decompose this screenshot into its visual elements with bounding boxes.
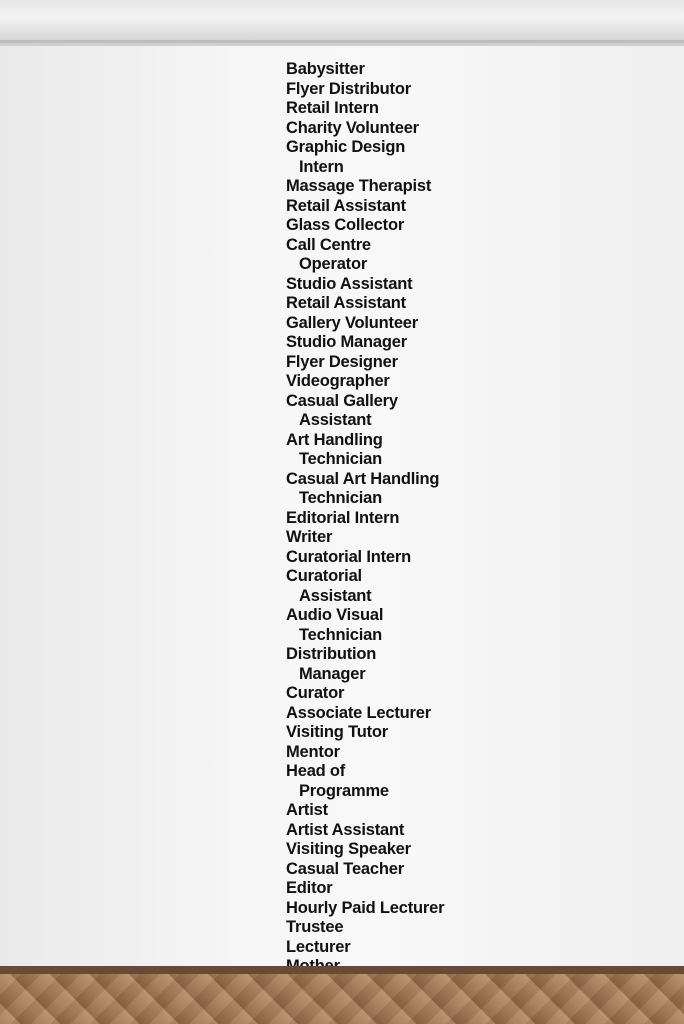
job-title-item <box>286 314 444 334</box>
job-title-text: Studio Assistant <box>286 274 413 293</box>
job-title-text: Casual Art Handling <box>286 469 440 488</box>
job-title-text: Mentor <box>286 742 340 761</box>
job-title-continuation: Technician <box>299 489 382 507</box>
job-title-item <box>286 528 444 548</box>
job-title-text: Curatorial <box>286 567 362 585</box>
job-title-continuation: Assistant <box>299 411 372 429</box>
job-title-item <box>286 938 444 958</box>
job-title-text: Editor <box>286 879 333 897</box>
job-title-text: Retail Assistant <box>286 294 406 312</box>
job-title-text: Lecturer <box>286 937 351 956</box>
job-title-item <box>286 860 444 880</box>
job-title-text: Hourly Paid Lecturer <box>286 898 445 917</box>
job-title-continuation: Intern <box>299 157 344 176</box>
job-title-item <box>286 431 444 470</box>
job-title-text: Retail Assistant <box>286 196 406 215</box>
job-title-continuation: Technician <box>299 450 382 468</box>
job-title-item <box>286 879 444 899</box>
job-title-continuation: Manager <box>299 664 366 683</box>
job-title-item <box>286 548 444 568</box>
job-title-text: Artist <box>286 801 328 819</box>
job-title-item <box>286 509 444 529</box>
job-title-text: Art Handling <box>286 430 383 449</box>
job-title-continuation: Programme <box>299 781 389 800</box>
job-title-text: Curator <box>286 684 345 702</box>
job-title-item <box>286 372 444 392</box>
job-title-text: Glass Collector <box>286 216 405 234</box>
parquet-floor-pattern <box>0 974 684 1024</box>
job-title-text: Casual Teacher <box>286 859 404 878</box>
job-title-text: Massage Therapist <box>286 177 432 195</box>
job-title-item <box>286 216 444 236</box>
job-title-item <box>286 119 444 139</box>
job-title-continuation: Technician <box>299 625 382 644</box>
job-title-text: Visiting Tutor <box>286 723 389 741</box>
job-title-text: Studio Manager <box>286 333 407 351</box>
job-title-text: Videographer <box>286 372 390 390</box>
job-title-item <box>286 918 444 938</box>
ceiling-edge <box>0 40 684 43</box>
job-title-item <box>286 606 444 645</box>
job-title-item <box>286 567 444 606</box>
job-title-item <box>286 723 444 743</box>
job-title-item <box>286 60 444 80</box>
job-title-item <box>286 275 444 295</box>
job-title-text: Retail Intern <box>286 99 379 117</box>
job-title-text: Audio Visual <box>286 606 384 624</box>
job-title-item <box>286 138 444 177</box>
job-title-text: Writer <box>286 528 333 546</box>
job-title-item <box>286 80 444 100</box>
job-title-item <box>286 840 444 860</box>
job-title-text: Artist Assistant <box>286 820 405 839</box>
job-title-item <box>286 704 444 724</box>
job-title-text: Babysitter <box>286 60 365 78</box>
job-title-text: Charity Volunteer <box>286 118 419 137</box>
job-title-item <box>286 821 444 841</box>
job-title-item <box>286 684 444 704</box>
job-title-item <box>286 294 444 314</box>
job-title-item <box>286 645 444 684</box>
job-title-item <box>286 801 444 821</box>
job-title-text: Curatorial Intern <box>286 547 411 566</box>
job-title-item <box>286 177 444 197</box>
job-title-item <box>286 899 444 919</box>
job-title-item <box>286 762 444 801</box>
job-title-text: Graphic Design <box>286 138 406 156</box>
job-title-item <box>286 197 444 217</box>
skirting-board <box>0 966 684 974</box>
job-title-text: Gallery Volunteer <box>286 313 419 332</box>
job-title-continuation: Assistant <box>299 586 372 605</box>
job-title-item <box>286 470 444 509</box>
job-title-item <box>286 236 444 275</box>
job-title-text: Flyer Distributor <box>286 79 411 98</box>
job-title-item <box>286 99 444 119</box>
job-title-text: Flyer Designer <box>286 352 398 371</box>
job-title-item <box>286 392 444 431</box>
job-title-continuation: Operator <box>299 255 368 273</box>
job-title-text: Editorial Intern <box>286 508 400 527</box>
job-title-text: Trustee <box>286 918 344 936</box>
job-title-text: Associate Lecturer <box>286 703 431 722</box>
job-title-item <box>286 353 444 373</box>
job-title-item <box>286 333 444 353</box>
job-title-text: Visiting Speaker <box>286 840 411 858</box>
job-title-item <box>286 743 444 763</box>
job-title-text: Head of <box>286 762 346 780</box>
job-title-text: Distribution <box>286 645 377 663</box>
wall-text-list <box>286 60 444 977</box>
job-title-text: Call Centre <box>286 235 371 254</box>
job-title-text: Casual Gallery <box>286 391 398 410</box>
